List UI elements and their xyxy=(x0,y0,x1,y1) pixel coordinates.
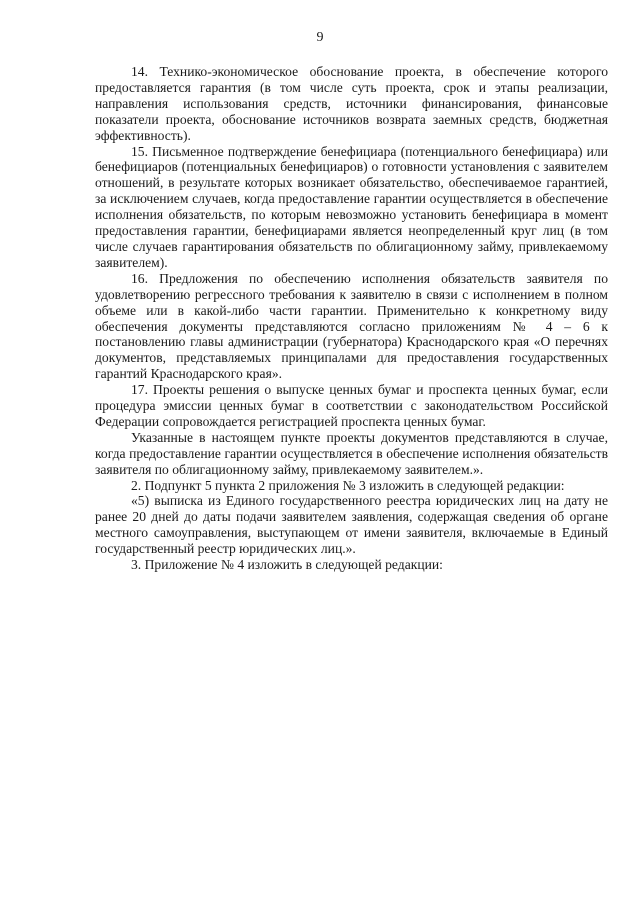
document-body xyxy=(95,64,608,573)
paragraph-item-15: 15. Письменное подтверждение бенефициара (потенциального бенефициара) или бенефициаров (потенциальных бенефициаров) о готовности установления с заявителем отношений, в результате которых возникает обязательство, обеспечиваемое гарантией, за исключением случаев, когда предоставление гарантии осуществляется в обеспечение исполнения обязательств, по которым невозможно установить бенефициара в момент предоставления гарантии, бенефициарами является неопределенный круг лиц (в том числе случаев гарантирования обязательств по облигационному займу, привлекаемому заявителем). xyxy=(95,143,608,270)
amendment-paragraph-2: 2. Подпункт 5 пункта 2 приложения № 3 изложить в следующей редакции: xyxy=(131,477,565,493)
paragraph-item-17: 17. Проекты решения о выпуске ценных бумаг и проспекта ценных бумаг, если процедура эмиссии ценных бумаг в соответствии с законодательством Российской Федерации сопровождается регистрацией проспекта ценных бумаг. xyxy=(95,382,608,429)
paragraph-item-17-note: Указанные в настоящем пункте проекты документов представляются в случае, когда предоставление гарантии осуществляется в обеспечение исполнения обязательств заявителя по облигационному займу, привлекаемому заявителем.». xyxy=(95,429,608,477)
paragraph-item-14: 14. Технико-экономическое обоснование проекта, в обеспечение которого предоставляется гарантия (в том числе суть проекта, срок и этапы реализации, направления использования средств, источники финансирования, финансовые показатели проекта, обоснование источников возврата заемных средств, бюджетная эффективность). xyxy=(95,64,608,143)
paragraph-item-16: 16. Предложения по обеспечению исполнения обязательств заявителя по удовлетворению регрессного требования к заявителю в связи с исполнением в полном объеме или в какой-либо части гарантии. Применительно к конкретному виду обеспечения документы представляются согласно приложениям № 4 – 6 к постановлению главы администрации (губернатора) Краснодарского края «О перечнях документов, представляемых принципалами для предоставления государственных гарантий Краснодарского края». xyxy=(95,270,608,382)
amendment-subitem-5: «5) выписка из Единого государственного реестра юридических лиц на дату не ранее 20 дней до даты подачи заявителем заявления, содержащая сведения об органе местного самоуправления, выступающем от имени заявителя, включаемые в Единый государственный реестр юридических лиц.». xyxy=(95,493,608,557)
page-number: 9 xyxy=(316,30,324,45)
amendment-paragraph-3: 3. Приложение № 4 изложить в следующей редакции: xyxy=(131,557,443,573)
